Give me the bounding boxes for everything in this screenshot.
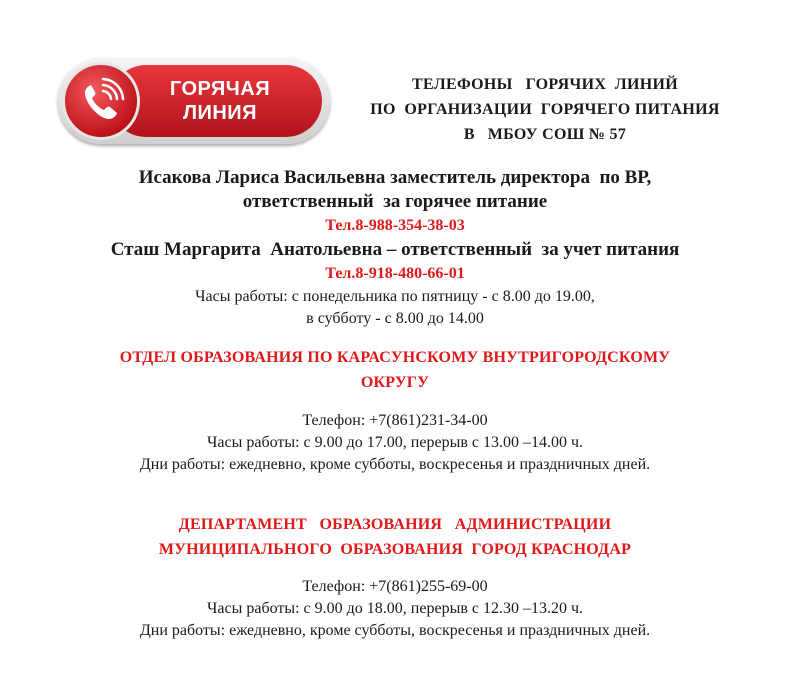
district-days: Дни работы: ежедневно, кроме субботы, воскресенья и праздничных дней. bbox=[139, 456, 651, 473]
department-title-line2: МУНИЦИПАЛЬНОГО ОБРАЗОВАНИЯ ГОРОД КРАСНОДАР bbox=[158, 541, 632, 558]
person1-role: ответственный за горячее питание bbox=[242, 191, 548, 212]
school-hours: Часы работы: с понедельника по пятницу - с 8.00 до 19.00, bbox=[195, 288, 595, 305]
department-title-line1: ДЕПАРТАМЕНТ ОБРАЗОВАНИЯ АДМИНИСТРАЦИИ bbox=[178, 516, 612, 533]
school-contacts bbox=[0, 166, 790, 330]
district-title-line2: ОКРУГУ bbox=[360, 374, 430, 391]
person1-phone: Тел.8-988-354-38-03 bbox=[325, 217, 465, 234]
district-office bbox=[0, 345, 790, 395]
department-days: Дни работы: ежедневно, кроме субботы, воскресенья и праздничных дней. bbox=[139, 622, 651, 639]
department-phone: Телефон: +7(861)255-69-00 bbox=[302, 578, 488, 595]
badge-label-line1: ГОРЯЧАЯ bbox=[169, 78, 271, 100]
department-contacts bbox=[0, 576, 790, 642]
school-saturday-hours: в субботу - с 8.00 до 14.00 bbox=[306, 310, 484, 327]
badge-icon-circle bbox=[62, 62, 140, 140]
badge-label-line2: ЛИНИЯ bbox=[182, 102, 258, 124]
badge-label bbox=[120, 58, 320, 144]
person2-name: Сташ Маргарита Анатольевна – ответственный за учет питания bbox=[110, 239, 680, 260]
title-line1: ТЕЛЕФОНЫ ГОРЯЧИХ ЛИНИЙ bbox=[412, 76, 678, 93]
page-title bbox=[330, 72, 760, 147]
district-phone: Телефон: +7(861)231-34-00 bbox=[302, 412, 488, 429]
district-title-line1: ОТДЕЛ ОБРАЗОВАНИЯ ПО КАРАСУНСКОМУ ВНУТРИГОРОДСКОМУ bbox=[119, 349, 671, 366]
city-department bbox=[0, 512, 790, 562]
district-hours: Часы работы: с 9.00 до 17.00, перерыв с 13.00 –14.00 ч. bbox=[206, 434, 584, 451]
department-hours: Часы работы: с 9.00 до 18.00, перерыв с 12.30 –13.20 ч. bbox=[206, 600, 584, 617]
phone-ringing-icon bbox=[77, 77, 125, 125]
district-contacts bbox=[0, 410, 790, 476]
title-line2: ПО ОРГАНИЗАЦИИ ГОРЯЧЕГО ПИТАНИЯ bbox=[370, 101, 720, 118]
person1-name: Исакова Лариса Васильевна заместитель директора по ВР, bbox=[138, 167, 652, 188]
person2-phone: Тел.8-918-480-66-01 bbox=[325, 265, 465, 282]
hotline-badge bbox=[58, 58, 330, 144]
title-line3: В МБОУ СОШ № 57 bbox=[463, 126, 627, 143]
